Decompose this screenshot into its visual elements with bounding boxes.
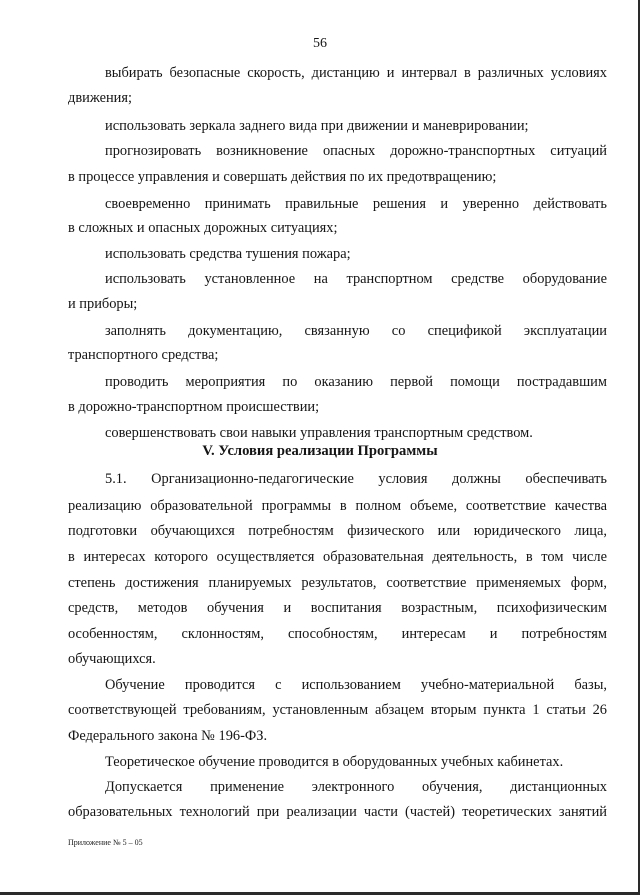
text-line: Обучение проводится с использованием учебно-материальной базы, (105, 677, 607, 693)
section-heading: V. Условия реализации Программы (202, 443, 438, 459)
text-line: Допускается применение электронного обучения, дистанционных (105, 779, 607, 795)
text-line: своевременно принимать правильные решения и уверенно действовать (105, 196, 607, 212)
text-line: использовать средства тушения пожара; (105, 246, 351, 262)
text-line: в интересах которого осуществляется образовательная деятельность, в том числе (68, 549, 607, 565)
footer-note: Приложение № 5 – 05 (68, 838, 143, 847)
text-line: проводить мероприятия по оказанию первой помощи пострадавшим (105, 374, 607, 390)
text-line: в процессе управления и совершать действия по их предотвращению; (68, 169, 497, 185)
text-line: 5.1. Организационно-педагогические условия должны обеспечивать (105, 471, 607, 487)
text-line: транспортного средства; (68, 347, 219, 363)
page-number: 56 (313, 36, 327, 51)
text-line: Теоретическое обучение проводится в оборудованных учебных кабинетах. (105, 754, 564, 770)
text-line: подготовки обучающихся потребностям физического или юридического лица, (68, 523, 607, 539)
text-line: Федерального закона № 196-ФЗ. (68, 728, 268, 744)
text-line: особенностям, склонностям, способностям, интересам и потребностям (68, 626, 607, 642)
text-line: совершенствовать свои навыки управления транспортным средством. (105, 425, 533, 441)
text-line: использовать установленное на транспортном средстве оборудование (105, 271, 607, 287)
text-line: заполнять документацию, связанную со спецификой эксплуатации (105, 323, 607, 339)
text-line: и приборы; (68, 296, 138, 312)
text-line: соответствующей требованиям, установленным абзацем вторым пункта 1 статьи 26 (68, 702, 607, 718)
text-line: движения; (68, 90, 132, 106)
text-line: в сложных и опасных дорожных ситуациях; (68, 220, 338, 236)
text-line: образовательных технологий при реализации части (частей) теоретических занятий (68, 804, 607, 820)
text-line: средств, методов обучения и воспитания возрастным, психофизическим (68, 600, 607, 616)
text-line: выбирать безопасные скорость, дистанцию и интервал в различных условиях (105, 65, 607, 81)
text-line: использовать зеркала заднего вида при движении и маневрировании; (105, 118, 529, 134)
text-line: степень достижения планируемых результатов, соответствие применяемых форм, (68, 575, 607, 591)
text-line: прогнозировать возникновение опасных дорожно-транспортных ситуаций (105, 143, 607, 159)
text-line: реализацию образовательной программы в полном объеме, соответствие качества (68, 498, 607, 514)
text-line: обучающихся. (68, 651, 156, 667)
text-line: в дорожно-транспортном происшествии; (68, 399, 320, 415)
